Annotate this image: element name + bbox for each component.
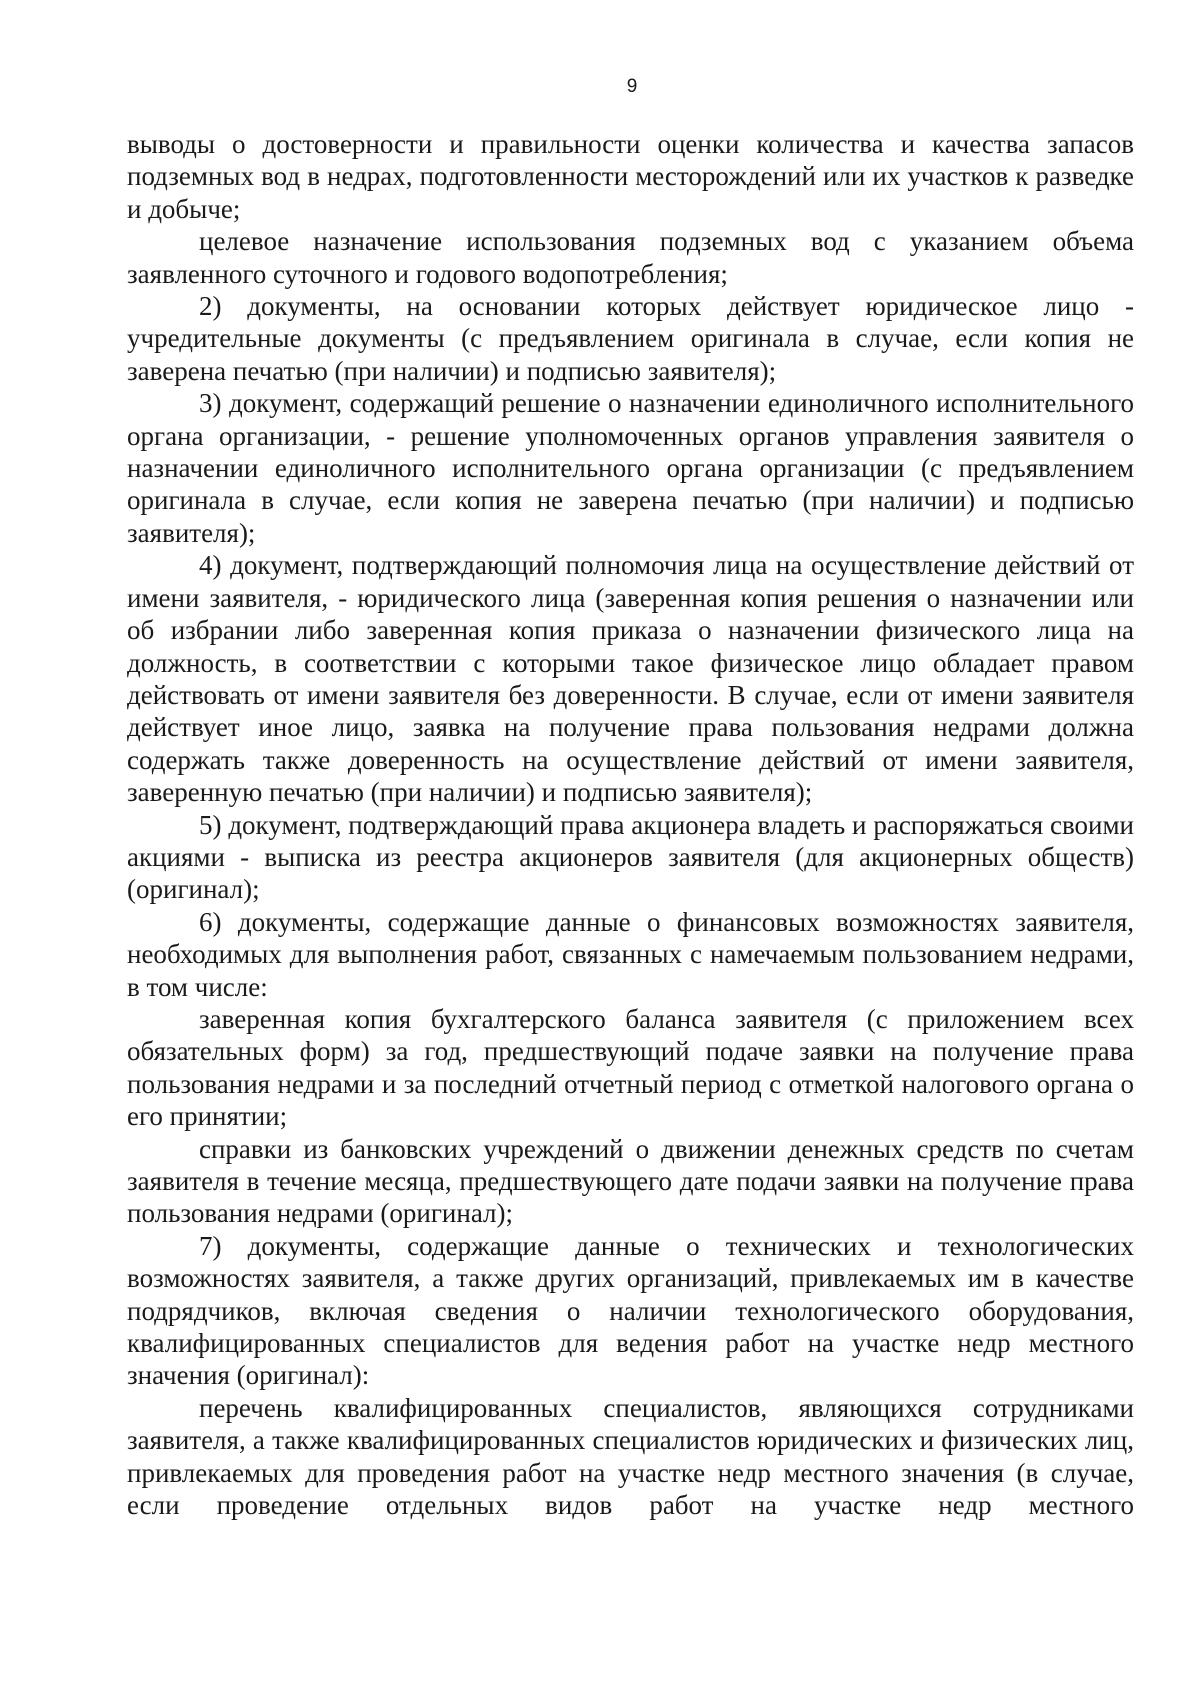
paragraph-item-6: 6) документы, содержащие данные о финансовых возможностях заявителя, необходимых для выполнения работ, связанных с намечаемым пользованием недрами, в том числе: xyxy=(127,906,1134,1002)
paragraph-item-5: 5) документ, подтверждающий права акционера владеть и распоряжаться своими акциями - выписка из реестра акционеров заявителя (для акционерных обществ) (оригинал); xyxy=(127,809,1134,905)
paragraph-item-3: 3) документ, содержащий решение о назначении единоличного исполнительного органа организации, - решение уполномоченных органов управления заявителя о назначении единоличного исполнительного органа организации (с предъявлением оригинала в случае, если копия не заверена печатью (при наличии) и подписью заявителя); xyxy=(127,388,1134,548)
document-body xyxy=(127,128,1134,1521)
page-number: 9 xyxy=(626,76,638,97)
paragraph-bank-statements: справки из банковских учреждений о движении денежных средств по счетам заявителя в течение месяца, предшествующего дате подачи заявки на получение права пользования недрами (оригинал); xyxy=(127,1133,1134,1229)
paragraph-balance-sheet: заверенная копия бухгалтерского баланса заявителя (с приложением всех обязательных форм) за год, предшествующий подаче заявки на получение права пользования недрами и за последний отчетный период с отметкой налогового органа о его принятии; xyxy=(127,1003,1134,1132)
paragraph-specialists-list: перечень квалифицированных специалистов, являющихся сотрудниками заявителя, а также квалифицированных специалистов юридических и физических лиц, привлекаемых для проведения работ на участке недр местного значения (в случае, если проведение отдельных видов работ на участке недр местного xyxy=(127,1392,1134,1521)
paragraph-water-use-purpose: целевое назначение использования подземных вод с указанием объема заявленного суточного и годового водопотребления; xyxy=(127,226,1134,289)
paragraph-item-4: 4) документ, подтверждающий полномочия лица на осуществление действий от имени заявителя, - юридического лица (заверенная копия решения о назначении или об избрании либо заверенная копия приказа о назначении физического лица на должность, в соответствии с которыми такое физическое лицо обладает правом действовать от имени заявителя без доверенности. В случае, если от имени заявителя действует иное лицо, заявка на получение права пользования недрами должна содержать также доверенность на осуществление действий от имени заявителя, заверенную печатью (при наличии) и подписью заявителя); xyxy=(127,550,1134,808)
paragraph-item-7: 7) документы, содержащие данные о технических и технологических возможностях заявителя, а также других организаций, привлекаемых им в качестве подрядчиков, включая сведения о наличии технологического оборудования, квалифицированных специалистов для ведения работ на участке недр местного значения (оригинал): xyxy=(127,1230,1134,1391)
paragraph-conclusions: выводы о достоверности и правильности оценки количества и качества запасов подземных вод в недрах, подготовленности месторождений или их участков к разведке и добыче; xyxy=(127,129,1134,224)
paragraph-item-2: 2) документы, на основании которых действует юридическое лицо - учредительные документы (с предъявлением оригинала в случае, если копия не заверена печатью (при наличии) и подписью заявителя); xyxy=(127,291,1134,386)
